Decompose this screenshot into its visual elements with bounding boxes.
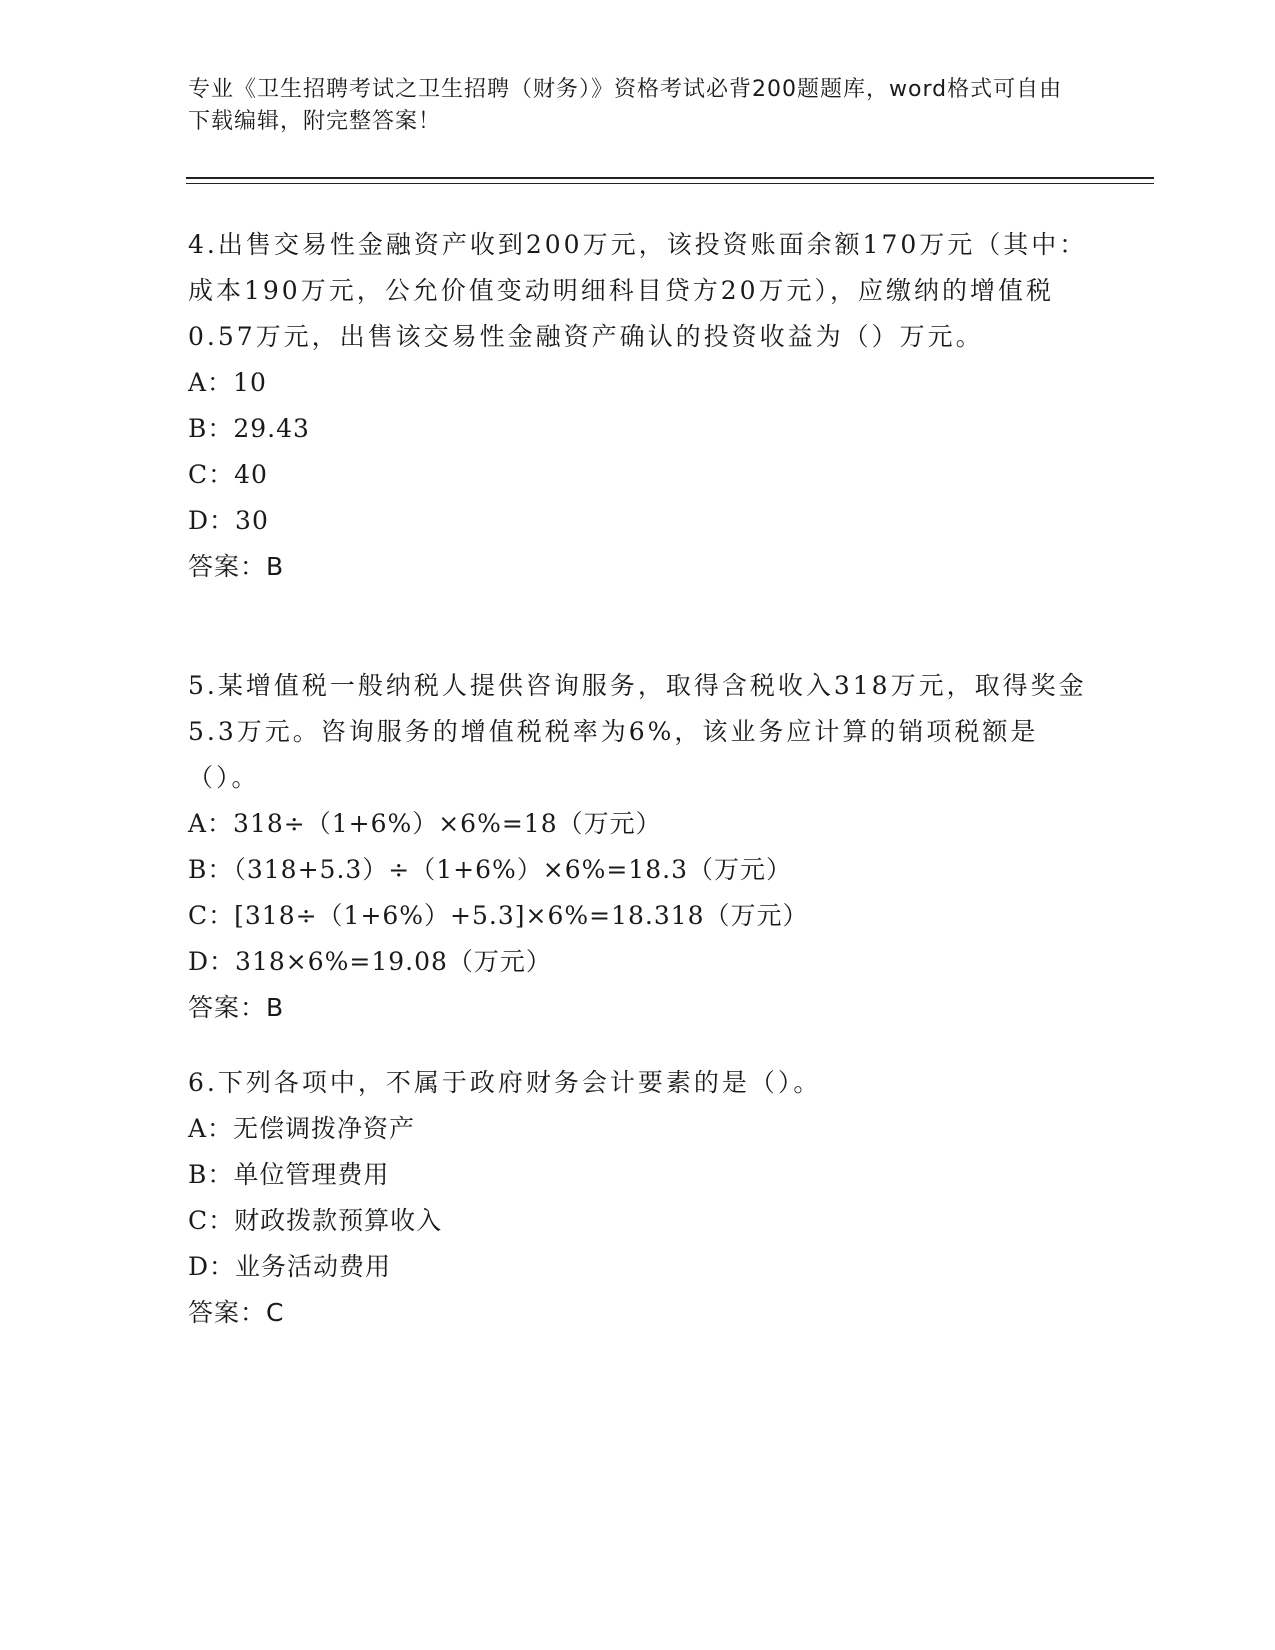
option-a: A：无偿调拨净资产 — [188, 1114, 416, 1143]
option-d: D：业务活动费用 — [188, 1252, 392, 1281]
question-stem: 6.下列各项中，不属于政府财务会计要素的是（）。 — [188, 1068, 822, 1097]
header-divider — [186, 177, 1154, 179]
question-5 — [188, 663, 1088, 1031]
option-b: B：29.43 — [188, 414, 310, 443]
option-a: A：318÷（1+6%）×6%=18（万元） — [188, 809, 662, 838]
header-divider-thin — [186, 183, 1154, 184]
document-header: 专业《卫生招聘考试之卫生招聘（财务）》资格考试必背200题题库，word格式可自由下载编辑，附完整答案！ — [188, 77, 1063, 134]
question-stem: 5.某增值税一般纳税人提供咨询服务，取得含税收入318万元，取得奖金5.3万元。咨询服务的增值税税率为6%，该业务应计算的销项税额是（）。 — [188, 671, 1087, 792]
question-4 — [188, 222, 1088, 590]
option-c: C：40 — [188, 460, 268, 489]
option-d: D：318×6%=19.08（万元） — [188, 947, 552, 976]
option-c: C：[318÷（1+6%）+5.3]×6%=18.318（万元） — [188, 901, 809, 930]
option-c: C：财政拨款预算收入 — [188, 1206, 443, 1235]
option-d: D：30 — [188, 506, 269, 535]
option-a: A：10 — [188, 368, 267, 397]
option-b: B：单位管理费用 — [188, 1160, 390, 1189]
answer: 答案：B — [188, 993, 285, 1022]
question-6 — [188, 1060, 1088, 1336]
question-stem: 4.出售交易性金融资产收到200万元，该投资账面余额170万元（其中：成本190万元，公允价值变动明细科目贷方20万元），应缴纳的增值税0.57万元，出售该交易性金融资产确认的投资收益为（）万元。 — [188, 230, 1088, 351]
answer: 答案：C — [188, 1298, 285, 1327]
answer: 答案：B — [188, 552, 285, 581]
option-b: B：（318+5.3）÷（1+6%）×6%=18.3（万元） — [188, 855, 792, 884]
